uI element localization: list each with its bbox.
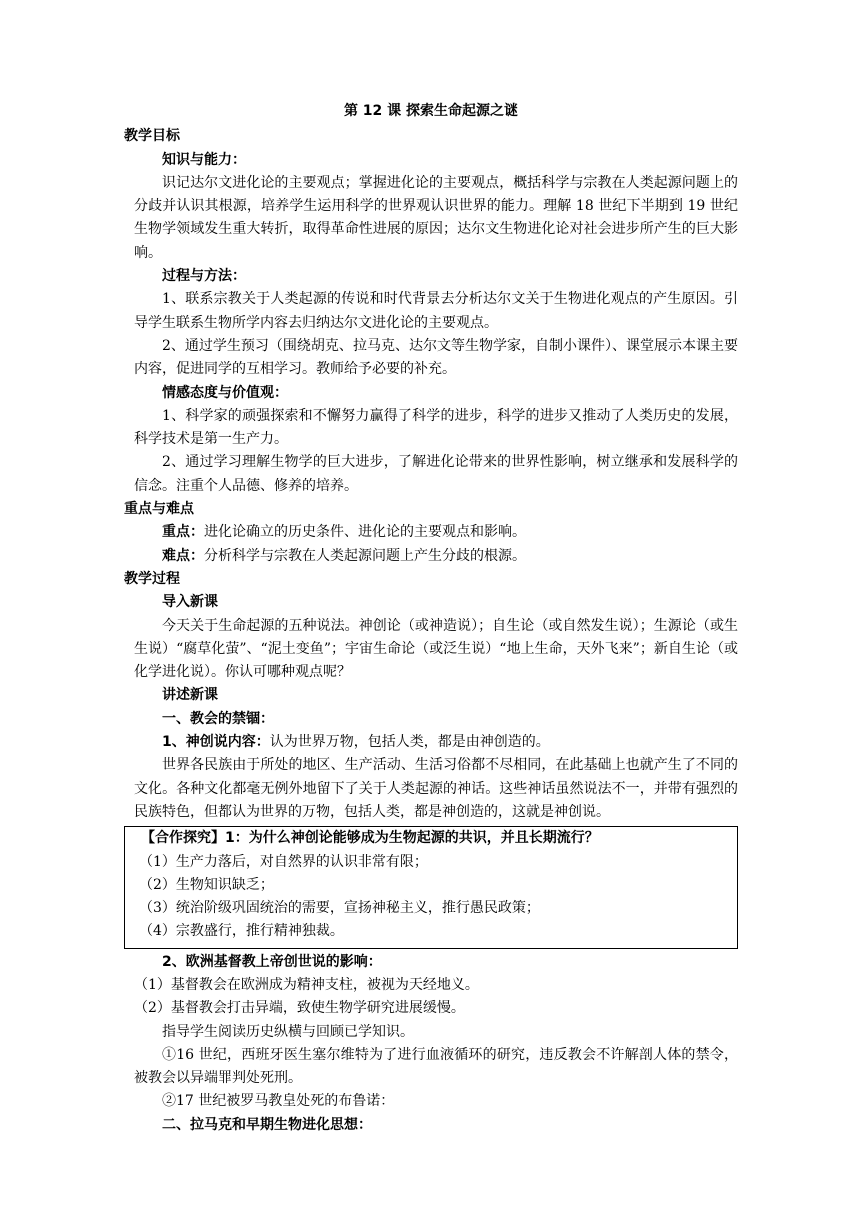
document-page: [124, 100, 738, 1137]
cooperative-inquiry-box: [124, 826, 738, 948]
difficulty-text: 分析科学与宗教在人类起源问题上产生分歧的根源。: [204, 547, 526, 564]
s1-item2-point: （1）基督教会在欧洲成为精神支柱，被视为天经地义。: [134, 976, 479, 993]
process-method-2: 2、通过学生预习（围绕胡克、拉马克、达尔文等生物学家，自制小课件）、课堂展示本课主要内容，促进同学的互相学习。教师给予必要的补充。: [134, 337, 738, 378]
section2-heading: 二、拉马克和早期生物进化思想：: [162, 1116, 372, 1133]
inquiry-item: （4）宗教盛行，推行精神独裁。: [139, 923, 344, 940]
intro-text: 今天关于生命起源的五种说法。神创论（或神造说）；自生论（或自然发生说）；生源论（或生生说）“腐草化萤”、“泥土变鱼”；宇宙生命论（或泛生说）“地上生命，天外飞来”；新自生论（或化学进化说）。你认可哪种观点呢？: [134, 617, 738, 681]
attitude-1: 1、科学家的顽强探索和不懈努力赢得了科学的进步，科学的进步又推动了人类历史的发展，科学技术是第一生产力。: [134, 407, 738, 448]
difficulty-line: [124, 545, 738, 568]
s1-item1-label: 1、神创说内容：: [162, 734, 270, 751]
guide-text: 指导学生阅读历史纵横与回顾已学知识。: [162, 1023, 414, 1040]
s1-item2-heading: 2、欧洲基督教上帝创世说的影响：: [162, 953, 382, 970]
keypoints-heading: 重点与难点: [124, 501, 194, 518]
page-title: 第 12 课 探索生命起源之谜: [343, 103, 519, 119]
focus-label: 重点：: [162, 524, 204, 541]
difficulty-label: 难点：: [162, 547, 204, 564]
inquiry-item: （3）统治阶级巩固统治的需要，宣扬神秘主义，推行愚民政策；: [139, 900, 540, 917]
lecture-heading: 讲述新课: [162, 687, 218, 704]
knowledge-heading: 知识与能力：: [162, 151, 246, 168]
inquiry-item: （2）生物知识缺乏；: [139, 876, 274, 893]
section1-heading: 一、教会的禁锢：: [162, 710, 274, 727]
s1-item1-text: 认为世界万物，包括人类，都是由神创造的。: [269, 734, 550, 751]
example-1: ①16 世纪，西班牙医生塞尔维特为了进行血液循环的研究，违反教会不许解剖人体的禁令，被教会以异端罪判处死刑。: [134, 1046, 738, 1087]
s1-item2-point: （2）基督教会打击异端，致使生物学研究进展缓慢。: [134, 1000, 465, 1017]
inquiry-heading: 【合作探究】1：为什么神创论能够成为生物起源的共识，并且长期流行？: [141, 830, 599, 847]
process-method-heading: 过程与方法：: [162, 268, 246, 285]
intro-heading: 导入新课: [162, 594, 218, 611]
knowledge-text: 识记达尔文进化论的主要观点；掌握进化论的主要观点，概括科学与宗教在人类起源问题上的分歧并认识其根源，培养学生运用科学的世界观认识世界的能力。理解 18 世纪下半期到 19 世纪生物学领域发生重大转折，取得革命性进展的原因；达尔文生物进化论对社会进步所产生的巨大影响。: [134, 174, 738, 261]
attitude-heading: 情感态度与价值观：: [162, 384, 288, 401]
teaching-process-heading: 教学过程: [124, 570, 180, 587]
s1-item1: [124, 731, 738, 754]
inquiry-item: （1）生产力落后，对自然界的认识非常有限；: [139, 853, 428, 870]
attitude-2: 2、通过学习理解生物学的巨大进步，了解进化论带来的世界性影响，树立继承和发展科学的信念。注重个人品德、修养的培养。: [134, 454, 738, 494]
focus-line: [124, 521, 738, 544]
objectives-heading: 教学目标: [124, 128, 180, 145]
process-method-1: 1、联系宗教关于人类起源的传说和时代背景去分析达尔文关于生物进化观点的产生原因。引导学生联系生物所学内容去归纳达尔文进化论的主要观点。: [134, 291, 738, 331]
s1-paragraph: 世界各民族由于所处的地区、生产活动、生活习俗都不尽相同，在此基础上也就产生了不同的文化。各种文化都毫无例外地留下了关于人类起源的神话。这些神话虽然说法不一，并带有强烈的民族特色，但都认为世界的万物，包括人类，都是神创造的，这就是神创说。: [134, 757, 738, 820]
example-2: ②17 世纪被罗马教皇处死的布鲁诺：: [162, 1093, 395, 1110]
focus-text: 进化论确立的历史条件、进化论的主要观点和影响。: [204, 524, 526, 541]
